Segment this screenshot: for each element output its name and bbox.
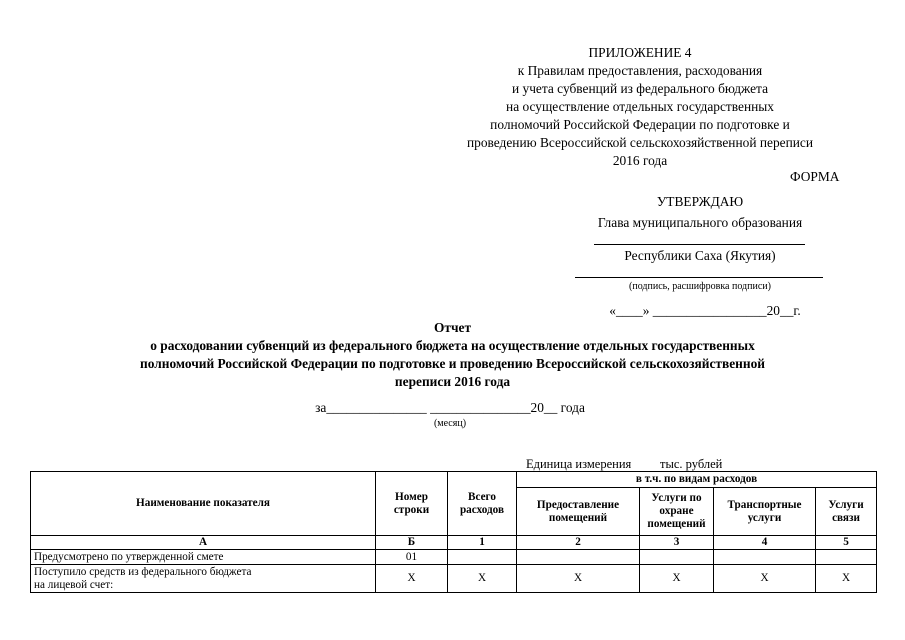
row-name-text: Поступило средств из федерального бюджета на лицевой счет: [34, 565, 252, 591]
report-table [30, 471, 877, 593]
report-title-line: полномочий Российской Федерации по подготовке и проведению Всероссийской сельскохозяйственной [140, 356, 765, 371]
unit-label: Единица измерения [526, 457, 632, 471]
index-cell: А [31, 536, 376, 550]
index-cell: Б [376, 536, 448, 550]
approval-position: Глава муниципального образования [597, 215, 803, 230]
header-row-number: Номер строки [376, 472, 448, 536]
row-cell [640, 550, 714, 565]
report-period: за_______________ _______________20__ года [315, 400, 585, 415]
approval-signature-line [594, 244, 805, 245]
header-premises: Предоставление помещений [517, 488, 640, 536]
form-label: ФОРМА [790, 169, 840, 184]
approval-region: Республики Саха (Якутия) [624, 248, 776, 263]
row-cell: Х [640, 565, 714, 593]
row-cell: Х [517, 565, 640, 593]
appendix-line: и учета субвенций из федерального бюджета [511, 81, 769, 96]
table-row [31, 565, 877, 593]
row-name: Предусмотрено по утвержденной смете [31, 550, 376, 565]
appendix-line: к Правилам предоставления, расходования [517, 63, 763, 78]
index-cell: 1 [448, 536, 517, 550]
header-group: в т.ч. по видам расходов [517, 472, 877, 488]
index-cell: 4 [714, 536, 816, 550]
table-row [31, 550, 877, 565]
index-cell: 2 [517, 536, 640, 550]
header-total: Всего расходов [448, 472, 517, 536]
header-security: Услуги по охране помещений [640, 488, 714, 536]
header-name: Наименование показателя [31, 472, 376, 536]
row-cell [448, 550, 517, 565]
appendix-line: 2016 года [612, 153, 668, 168]
appendix-header [430, 44, 850, 170]
appendix-line: на осуществление отдельных государственных [506, 99, 774, 114]
index-cell: 5 [816, 536, 877, 550]
appendix-line: полномочий Российской Федерации по подготовке и [490, 117, 790, 132]
period-hint: (месяц) [433, 418, 467, 429]
approval-date: «____» _________________20__г. [609, 303, 801, 318]
approval-title: УТВЕРЖДАЮ [656, 194, 744, 209]
row-cell: Х [714, 565, 816, 593]
report-title-line: Отчет [433, 320, 472, 335]
report-title [30, 319, 875, 391]
row-cell [816, 550, 877, 565]
row-cell [714, 550, 816, 565]
approval-name-line [575, 277, 823, 278]
report-title-line: о расходовании субвенций из федерального бюджета на осуществление отдельных государственных [150, 338, 755, 353]
row-cell: Х [448, 565, 517, 593]
row-name [31, 565, 376, 593]
index-cell: 3 [640, 536, 714, 550]
report-title-line: переписи 2016 года [394, 374, 511, 389]
header-communication: Услуги связи [816, 488, 877, 536]
index-row [31, 536, 877, 550]
appendix-line: проведению Всероссийской сельскохозяйственной переписи [466, 135, 814, 150]
row-code: Х [376, 565, 448, 593]
signature-hint: (подпись, расшифровка подписи) [629, 281, 771, 292]
header-transport: Транспортные услуги [714, 488, 816, 536]
appendix-title: ПРИЛОЖЕНИЕ 4 [588, 45, 692, 60]
row-cell: Х [816, 565, 877, 593]
row-code: 01 [376, 550, 448, 565]
row-cell [517, 550, 640, 565]
unit-value: тыс. рублей [660, 457, 723, 471]
